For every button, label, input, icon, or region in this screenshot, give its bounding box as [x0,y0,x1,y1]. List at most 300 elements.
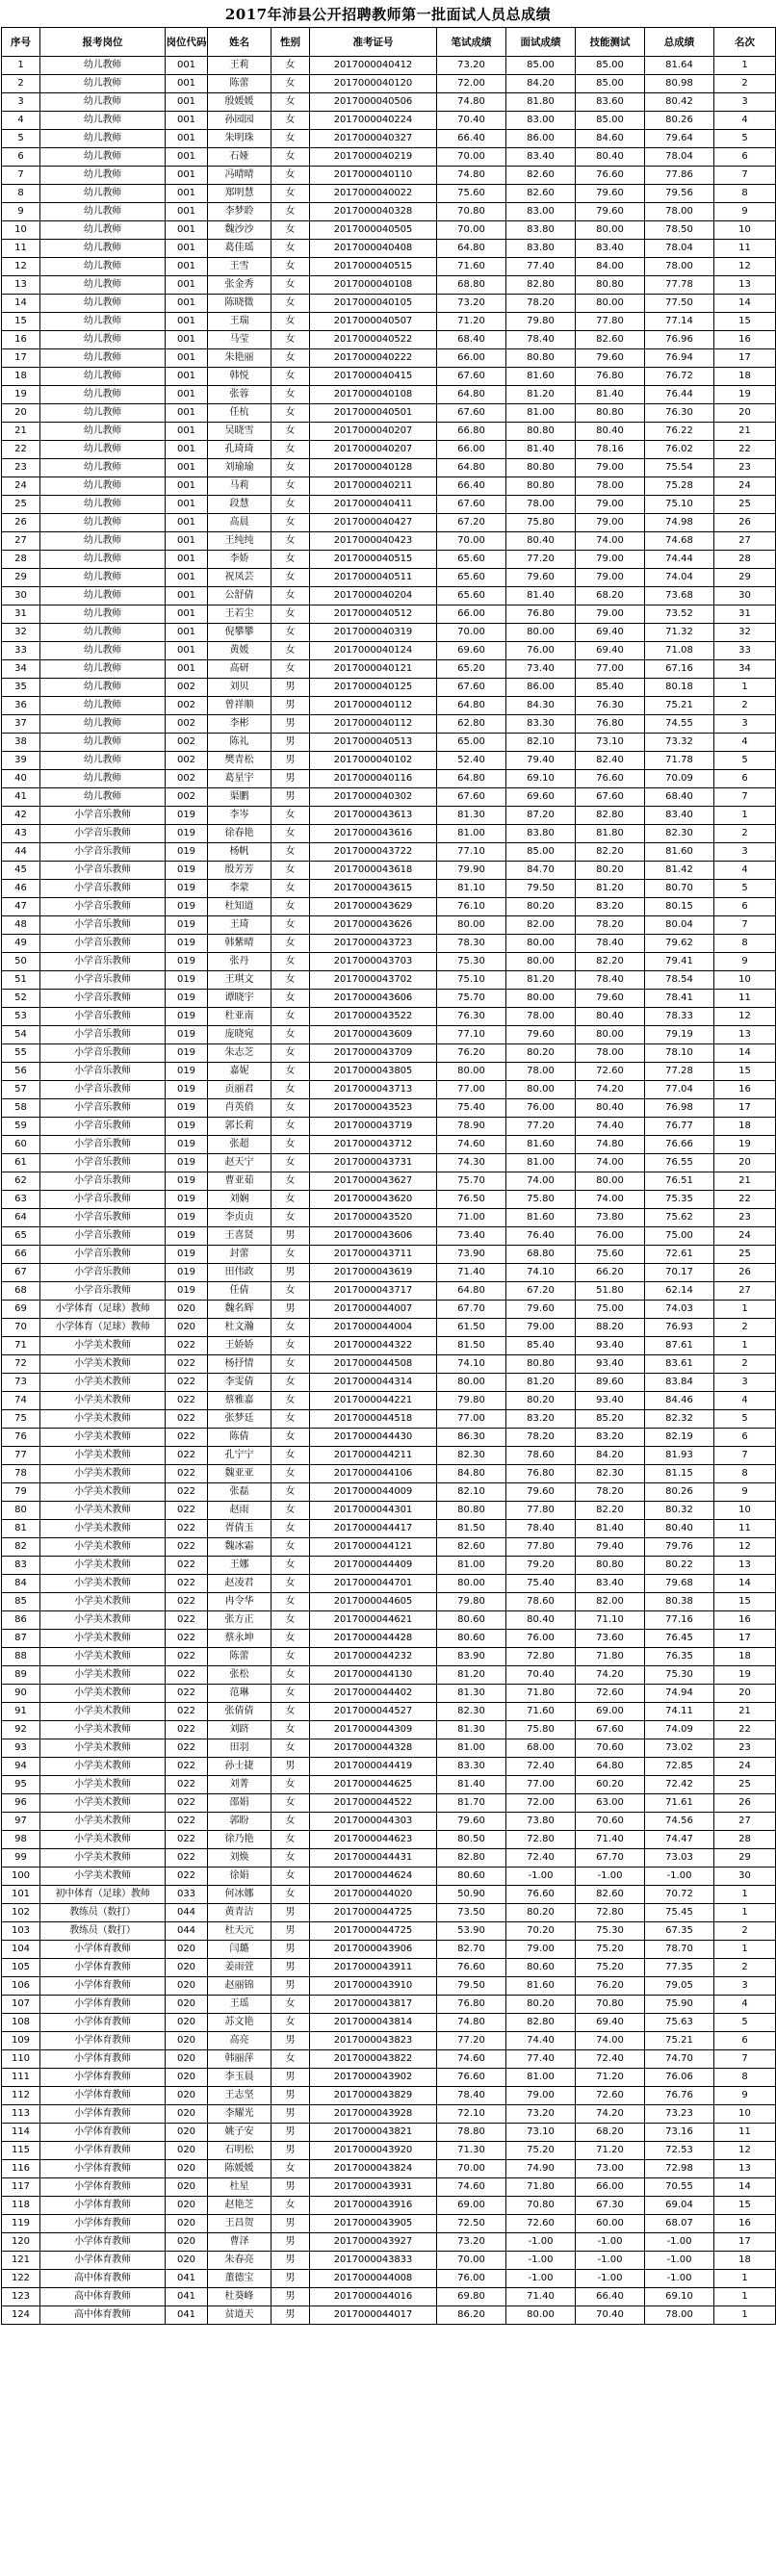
cell-written-score: 80.50 [437,1831,506,1849]
cell-position-code: 001 [166,112,208,130]
table-row [2,2142,776,2160]
table-row [2,898,776,916]
cell-seq: 54 [2,1026,40,1044]
cell-gender: 女 [272,1099,310,1118]
cell-interview-score: 81.20 [506,386,576,404]
cell-seq: 82 [2,1538,40,1557]
cell-position-code: 020 [166,1941,208,1959]
cell-exam-id: 2017000040120 [310,75,437,93]
cell-skill-score: 81.40 [576,1520,645,1538]
cell-seq: 106 [2,1977,40,1996]
cell-skill-score: 76.20 [576,1977,645,1996]
cell-seq: 93 [2,1739,40,1758]
cell-rank: 8 [714,2069,776,2087]
table-row [2,1008,776,1026]
cell-position: 小学体育教师 [40,1977,166,1996]
cell-position: 小学音乐教师 [40,898,166,916]
cell-rank: 14 [714,1575,776,1593]
cell-total-score: 73.32 [645,734,714,752]
cell-total-score: 76.45 [645,1630,714,1648]
cell-position: 幼儿教师 [40,75,166,93]
cell-gender: 女 [272,1026,310,1044]
cell-position-code: 022 [166,1611,208,1630]
cell-skill-score: 82.00 [576,1593,645,1611]
cell-total-score: 74.04 [645,569,714,587]
cell-written-score: 79.80 [437,1593,506,1611]
table-row [2,75,776,93]
cell-rank: 27 [714,532,776,551]
table-row [2,258,776,276]
cell-exam-id: 2017000040408 [310,240,437,258]
cell-exam-id: 2017000044409 [310,1557,437,1575]
cell-written-score: 75.10 [437,971,506,990]
cell-total-score: 80.15 [645,898,714,916]
table-row [2,807,776,825]
cell-position: 幼儿教师 [40,130,166,148]
cell-total-score: 70.09 [645,770,714,788]
cell-gender: 女 [272,441,310,459]
cell-position: 幼儿教师 [40,715,166,734]
cell-written-score: 78.40 [437,2087,506,2105]
cell-position-code: 022 [166,1685,208,1703]
cell-position-code: 001 [166,349,208,368]
cell-total-score: 73.03 [645,1849,714,1868]
cell-position: 幼儿教师 [40,368,166,386]
cell-rank: 34 [714,660,776,679]
cell-gender: 女 [272,971,310,990]
cell-exam-id: 2017000043911 [310,1959,437,1977]
cell-name: 徐春艳 [208,825,272,843]
cell-seq: 105 [2,1959,40,1977]
cell-name: 高亮 [208,2032,272,2050]
cell-exam-id: 2017000040204 [310,587,437,605]
cell-exam-id: 2017000044527 [310,1703,437,1721]
cell-total-score: 75.35 [645,1191,714,1209]
cell-interview-score: 67.20 [506,1282,576,1301]
cell-name: 魏沙沙 [208,221,272,240]
cell-exam-id: 2017000040423 [310,532,437,551]
cell-position-code: 001 [166,459,208,477]
cell-total-score: 78.50 [645,221,714,240]
cell-position: 教练员（数打） [40,1904,166,1922]
cell-position-code: 001 [166,551,208,569]
cell-position-code: 001 [166,477,208,496]
cell-seq: 67 [2,1264,40,1282]
cell-position-code: 002 [166,697,208,715]
cell-position-code: 020 [166,2069,208,2087]
cell-exam-id: 2017000043928 [310,2105,437,2124]
cell-position-code: 022 [166,1739,208,1758]
cell-rank: 1 [714,57,776,75]
cell-position-code: 022 [166,1465,208,1483]
cell-name: 刘跻 [208,1721,272,1739]
cell-exam-id: 2017000040207 [310,441,437,459]
cell-skill-score: 82.60 [576,331,645,349]
cell-exam-id: 2017000043822 [310,2050,437,2069]
cell-name: 杨抒情 [208,1355,272,1374]
cell-seq: 120 [2,2233,40,2252]
cell-position-code: 022 [166,1447,208,1465]
cell-exam-id: 2017000044328 [310,1739,437,1758]
cell-exam-id: 2017000044428 [310,1630,437,1648]
cell-rank: 19 [714,1136,776,1154]
cell-position-code: 019 [166,1099,208,1118]
cell-written-score: 64.80 [437,386,506,404]
cell-gender: 女 [272,807,310,825]
table-row [2,2197,776,2215]
cell-position-code: 022 [166,1831,208,1849]
cell-seq: 45 [2,862,40,880]
cell-total-score: 81.64 [645,57,714,75]
cell-position: 小学美术教师 [40,1374,166,1392]
cell-total-score: 69.10 [645,2288,714,2306]
cell-rank: 9 [714,1483,776,1502]
cell-written-score: 79.50 [437,1977,506,1996]
cell-seq: 5 [2,130,40,148]
cell-gender: 女 [272,203,310,221]
cell-position-code: 001 [166,404,208,423]
cell-position: 小学体育教师 [40,2124,166,2142]
table-row [2,1630,776,1648]
cell-rank: 18 [714,368,776,386]
cell-seq: 46 [2,880,40,898]
cell-interview-score: 75.80 [506,1191,576,1209]
cell-position-code: 020 [166,1996,208,2014]
cell-exam-id: 2017000043805 [310,1063,437,1081]
cell-skill-score: 82.20 [576,843,645,862]
cell-exam-id: 2017000044211 [310,1447,437,1465]
cell-interview-score: 82.00 [506,916,576,935]
cell-gender: 女 [272,167,310,185]
cell-rank: 29 [714,1849,776,1868]
cell-position-code: 001 [166,368,208,386]
cell-name: 王纯纯 [208,532,272,551]
cell-name: 赵凌君 [208,1575,272,1593]
cell-gender: 女 [272,1575,310,1593]
cell-interview-score: 83.00 [506,203,576,221]
cell-skill-score: 74.40 [576,1118,645,1136]
cell-gender: 男 [272,2252,310,2270]
table-row [2,1227,776,1246]
cell-written-score: 64.80 [437,770,506,788]
cell-position: 小学美术教师 [40,1685,166,1703]
cell-gender: 女 [272,1246,310,1264]
cell-gender: 男 [272,1941,310,1959]
cell-gender: 男 [272,2087,310,2105]
cell-seq: 79 [2,1483,40,1502]
table-row [2,843,776,862]
cell-interview-score: 81.20 [506,971,576,990]
cell-position: 小学体育（足球）教师 [40,1319,166,1337]
cell-seq: 37 [2,715,40,734]
table-row [2,423,776,441]
cell-position-code: 020 [166,2014,208,2032]
cell-written-score: 81.30 [437,1721,506,1739]
cell-interview-score: -1.00 [506,1868,576,1886]
cell-interview-score: -1.00 [506,2233,576,2252]
cell-position-code: 020 [166,2178,208,2197]
cell-exam-id: 2017000044121 [310,1538,437,1557]
cell-position: 小学音乐教师 [40,1118,166,1136]
cell-rank: 16 [714,2215,776,2233]
cell-position-code: 022 [166,1538,208,1557]
cell-total-score: 77.78 [645,276,714,295]
cell-skill-score: 85.00 [576,112,645,130]
cell-skill-score: 71.80 [576,1648,645,1666]
cell-interview-score: 78.40 [506,331,576,349]
cell-gender: 女 [272,1739,310,1758]
cell-position-code: 022 [166,1703,208,1721]
cell-position-code: 022 [166,1502,208,1520]
cell-name: 王喜贤 [208,1227,272,1246]
cell-skill-score: 75.00 [576,1301,645,1319]
cell-name: 朱志芝 [208,1044,272,1063]
cell-skill-score: 83.40 [576,1575,645,1593]
results-table [1,27,776,2325]
cell-skill-score: 76.80 [576,715,645,734]
cell-rank: 10 [714,971,776,990]
cell-rank: 21 [714,1703,776,1721]
cell-interview-score: 74.40 [506,2032,576,2050]
cell-rank: 18 [714,1648,776,1666]
cell-written-score: 80.60 [437,1611,506,1630]
cell-total-score: 78.41 [645,990,714,1008]
cell-name: 范琳 [208,1685,272,1703]
cell-interview-score: 68.80 [506,1246,576,1264]
cell-written-score: 74.80 [437,2014,506,2032]
cell-written-score: 81.00 [437,1557,506,1575]
cell-position: 小学体育教师 [40,2087,166,2105]
table-row [2,1355,776,1374]
cell-interview-score: 82.80 [506,276,576,295]
cell-skill-score: 82.60 [576,1886,645,1904]
table-row [2,2288,776,2306]
cell-position-code: 001 [166,441,208,459]
cell-position: 幼儿教师 [40,423,166,441]
table-row [2,990,776,1008]
column-header-rank: 名次 [714,28,776,57]
cell-gender: 女 [272,496,310,514]
cell-exam-id: 2017000044232 [310,1648,437,1666]
table-row [2,1136,776,1154]
cell-interview-score: 82.10 [506,734,576,752]
cell-total-score: 68.07 [645,2215,714,2233]
cell-position-code: 020 [166,2215,208,2233]
cell-position: 小学美术教师 [40,1502,166,1520]
cell-rank: 5 [714,752,776,770]
cell-exam-id: 2017000044417 [310,1520,437,1538]
cell-gender: 女 [272,916,310,935]
cell-interview-score: 80.40 [506,1611,576,1630]
cell-interview-score: 83.00 [506,112,576,130]
cell-seq: 13 [2,276,40,295]
cell-name: 陈礼 [208,734,272,752]
cell-position-code: 001 [166,624,208,642]
cell-gender: 女 [272,660,310,679]
cell-position: 小学体育教师 [40,2032,166,2050]
cell-name: 李玉晨 [208,2069,272,2087]
cell-total-score: 76.77 [645,1118,714,1136]
cell-gender: 女 [272,1557,310,1575]
cell-total-score: 76.66 [645,1136,714,1154]
cell-rank: 17 [714,2233,776,2252]
cell-position-code: 022 [166,1392,208,1410]
cell-total-score: 77.14 [645,313,714,331]
cell-rank: 20 [714,404,776,423]
cell-seq: 74 [2,1392,40,1410]
cell-exam-id: 2017000044605 [310,1593,437,1611]
cell-total-score: 74.56 [645,1813,714,1831]
cell-gender: 女 [272,1319,310,1337]
cell-name: 杜葵峰 [208,2288,272,2306]
cell-position-code: 019 [166,1227,208,1246]
cell-position: 小学体育教师 [40,2160,166,2178]
cell-interview-score: 72.80 [506,1831,576,1849]
cell-rank: 6 [714,2032,776,2050]
cell-skill-score: 80.00 [576,1172,645,1191]
table-row [2,1886,776,1904]
cell-name: 张倩倩 [208,1703,272,1721]
cell-position: 教练员（数打） [40,1922,166,1941]
cell-seq: 69 [2,1301,40,1319]
cell-seq: 100 [2,1868,40,1886]
cell-total-score: 81.93 [645,1447,714,1465]
cell-total-score: -1.00 [645,2233,714,2252]
cell-total-score: 74.70 [645,2050,714,2069]
cell-interview-score: 78.00 [506,1008,576,1026]
cell-name: 王莉 [208,57,272,75]
cell-skill-score: 75.20 [576,1941,645,1959]
cell-skill-score: 74.00 [576,532,645,551]
cell-skill-score: 68.20 [576,2124,645,2142]
cell-gender: 女 [272,1703,310,1721]
cell-seq: 2 [2,75,40,93]
cell-total-score: 74.94 [645,1685,714,1703]
cell-total-score: 75.00 [645,1227,714,1246]
cell-seq: 7 [2,167,40,185]
cell-exam-id: 2017000044008 [310,2270,437,2288]
cell-written-score: 67.60 [437,679,506,697]
cell-position-code: 001 [166,130,208,148]
table-row [2,1538,776,1557]
cell-position-code: 001 [166,276,208,295]
cell-seq: 58 [2,1099,40,1118]
cell-name: 王若尘 [208,605,272,624]
cell-skill-score: 80.20 [576,862,645,880]
cell-rank: 13 [714,276,776,295]
cell-rank: 5 [714,2014,776,2032]
cell-skill-score: 79.00 [576,551,645,569]
cell-exam-id: 2017000040110 [310,167,437,185]
cell-exam-id: 2017000043615 [310,880,437,898]
cell-exam-id: 2017000043931 [310,2178,437,2197]
cell-seq: 111 [2,2069,40,2087]
cell-written-score: 80.80 [437,1502,506,1520]
cell-name: 杜文瀚 [208,1319,272,1337]
cell-seq: 115 [2,2142,40,2160]
cell-written-score: 73.90 [437,1246,506,1264]
cell-rank: 3 [714,1374,776,1392]
cell-seq: 119 [2,2215,40,2233]
cell-total-score: 78.00 [645,203,714,221]
cell-position-code: 019 [166,807,208,825]
cell-position: 幼儿教师 [40,258,166,276]
table-row [2,1922,776,1941]
cell-interview-score: 79.60 [506,1301,576,1319]
cell-position: 小学音乐教师 [40,1063,166,1081]
cell-exam-id: 2017000043910 [310,1977,437,1996]
cell-gender: 男 [272,2215,310,2233]
cell-total-score: 74.11 [645,1703,714,1721]
cell-gender: 女 [272,185,310,203]
table-row [2,93,776,112]
cell-skill-score: 74.20 [576,1666,645,1685]
cell-skill-score: 60.20 [576,1776,645,1794]
cell-position: 幼儿教师 [40,697,166,715]
cell-written-score: 64.80 [437,459,506,477]
cell-interview-score: 80.00 [506,1081,576,1099]
cell-name: 邵娟 [208,1794,272,1813]
cell-total-score: 72.98 [645,2160,714,2178]
cell-total-score: 74.03 [645,1301,714,1319]
cell-position-code: 020 [166,1301,208,1319]
table-row [2,1611,776,1630]
cell-written-score: 84.80 [437,1465,506,1483]
cell-gender: 女 [272,1081,310,1099]
cell-written-score: 76.00 [437,2270,506,2288]
cell-gender: 女 [272,349,310,368]
cell-name: 何冰娜 [208,1886,272,1904]
cell-exam-id: 2017000044130 [310,1666,437,1685]
cell-seq: 109 [2,2032,40,2050]
cell-exam-id: 2017000043606 [310,1227,437,1246]
table-row [2,1483,776,1502]
table-body [2,57,776,2325]
cell-name: 朱春亮 [208,2252,272,2270]
cell-name: 李耀光 [208,2105,272,2124]
cell-rank: 3 [714,1977,776,1996]
table-row [2,916,776,935]
table-row [2,2105,776,2124]
cell-interview-score: 80.00 [506,953,576,971]
cell-skill-score: 82.20 [576,953,645,971]
cell-total-score: 76.51 [645,1172,714,1191]
cell-skill-score: 78.00 [576,477,645,496]
cell-seq: 102 [2,1904,40,1922]
cell-name: 魏名辉 [208,1301,272,1319]
cell-position-code: 001 [166,514,208,532]
cell-position-code: 019 [166,1136,208,1154]
cell-position-code: 001 [166,167,208,185]
cell-total-score: 82.32 [645,1410,714,1429]
cell-written-score: 65.60 [437,569,506,587]
cell-position-code: 020 [166,2252,208,2270]
cell-position-code: 001 [166,587,208,605]
cell-interview-score: 72.40 [506,1758,576,1776]
cell-interview-score: 77.00 [506,1776,576,1794]
cell-seq: 118 [2,2197,40,2215]
cell-exam-id: 2017000043916 [310,2197,437,2215]
cell-written-score: 73.40 [437,1227,506,1246]
cell-written-score: 79.80 [437,1392,506,1410]
cell-written-score: 86.20 [437,2306,506,2325]
cell-interview-score: 81.60 [506,1209,576,1227]
cell-gender: 女 [272,880,310,898]
cell-position-code: 022 [166,1429,208,1447]
cell-total-score: 81.15 [645,1465,714,1483]
cell-interview-score: 77.20 [506,551,576,569]
cell-total-score: 75.62 [645,1209,714,1227]
